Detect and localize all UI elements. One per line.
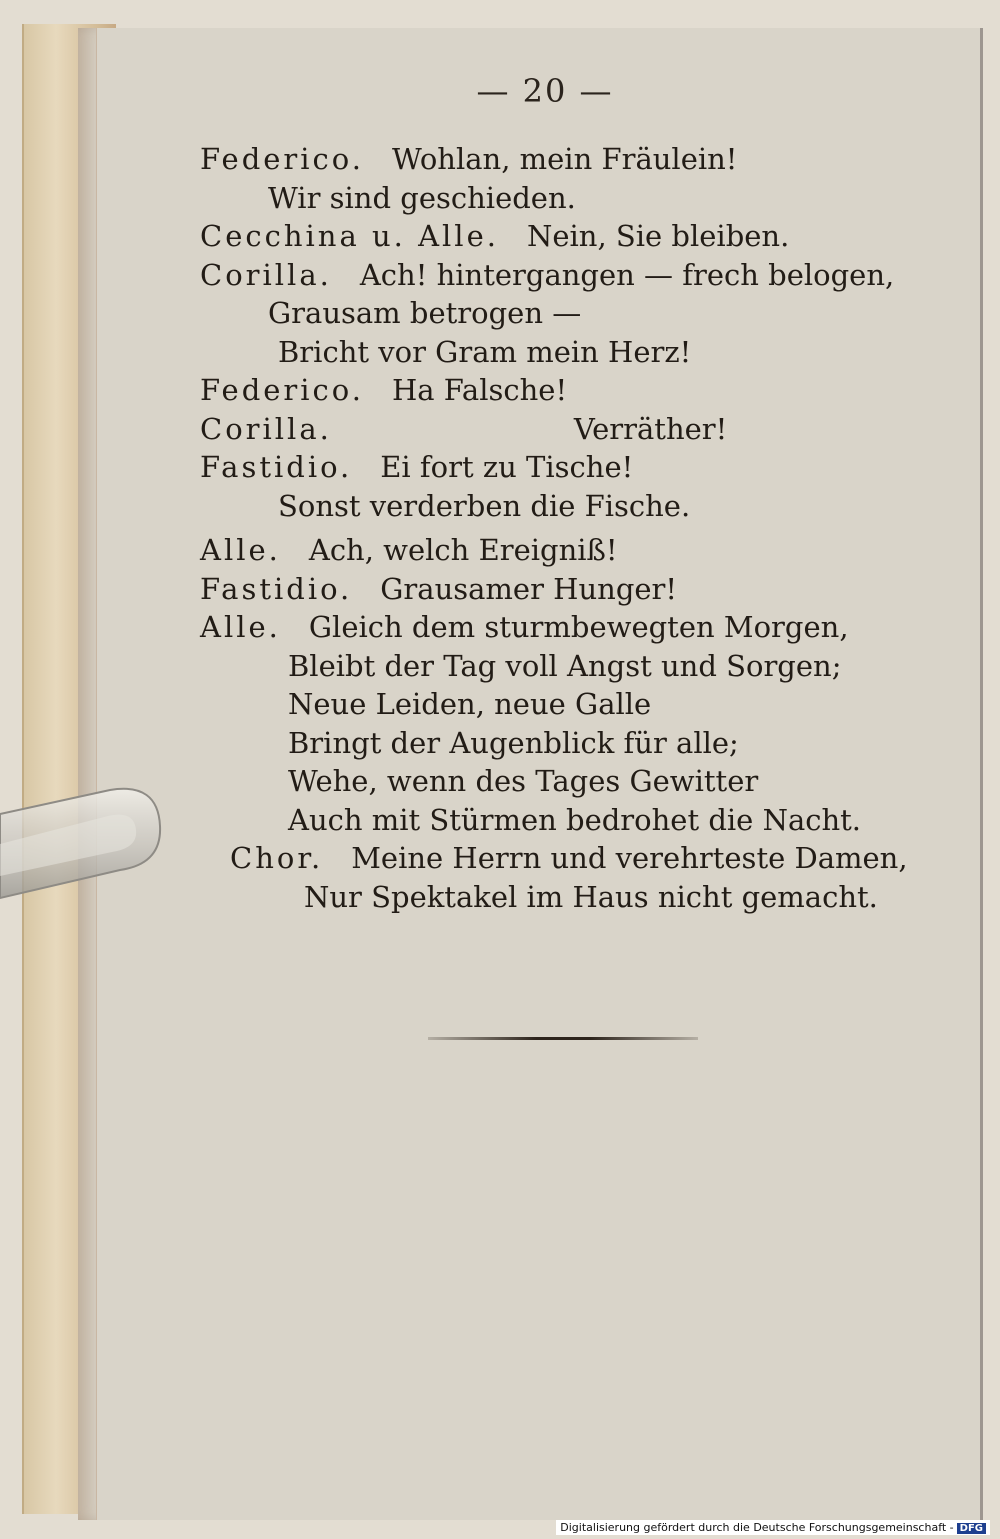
text-line <box>200 647 880 686</box>
line-text: Grausamer Hunger! <box>380 571 678 606</box>
line-text: Neue Leiden, neue Galle <box>288 687 652 721</box>
digitization-credit <box>556 1520 990 1535</box>
line-text: Wohlan, mein Fräulein! <box>391 142 738 176</box>
line-text: Meine Herrn und verehrteste Damen, <box>351 841 908 875</box>
text-line <box>200 570 880 609</box>
text-line <box>200 140 880 179</box>
line-text: Wehe, wenn des Tages Gewitter <box>288 764 759 798</box>
text-line <box>200 410 880 449</box>
text-line <box>200 294 880 333</box>
page-holder-clip-icon <box>0 786 162 904</box>
text-line <box>200 608 880 647</box>
text-line <box>200 487 880 526</box>
speaker-name: Federico. <box>200 373 364 407</box>
text-line <box>200 179 880 218</box>
line-text: Nein, Sie bleiben. <box>526 219 790 253</box>
speaker-name: Fastidio. <box>200 450 353 484</box>
text-line <box>200 724 880 763</box>
line-text: Ei fort zu Tische! <box>380 450 634 484</box>
page-number: — 20 — <box>476 72 614 110</box>
text-line <box>200 256 895 295</box>
line-text: Nur Spektakel im Haus nicht gemacht. <box>304 879 878 914</box>
dfg-logo: DFG <box>957 1523 986 1534</box>
text-line <box>200 839 908 878</box>
line-text: Sonst verderben die Fische. <box>278 488 691 523</box>
text-line <box>200 217 880 256</box>
libretto-text <box>200 140 908 916</box>
speaker-name: Cecchina u. Alle. <box>200 219 499 253</box>
speaker-name: Corilla. <box>200 411 332 446</box>
text-line <box>200 878 880 917</box>
line-text: Verräther! <box>573 411 728 446</box>
text-line <box>200 685 880 724</box>
line-text: Ach, welch Ereigniß! <box>308 533 618 567</box>
text-line <box>200 762 880 801</box>
separator-rule <box>428 1037 698 1040</box>
line-text: Gleich dem sturmbewegten Morgen, <box>308 610 849 644</box>
line-text: Auch mit Stürmen bedrohet die Nacht. <box>288 802 862 837</box>
speaker-name: Corilla. <box>200 257 332 292</box>
text-line <box>200 371 880 410</box>
speaker-name: Fastidio. <box>200 571 353 606</box>
speaker-name: Chor. <box>230 841 324 875</box>
credit-text: Digitalisierung gefördert durch die Deutsche Forschungsgemeinschaft - <box>560 1521 954 1534</box>
line-text: Bricht vor Gram mein Herz! <box>278 334 692 369</box>
text-line <box>200 531 880 570</box>
speaker-name: Federico. <box>200 142 364 176</box>
line-text: Bringt der Augenblick für alle; <box>288 725 739 760</box>
line-text: Ha Falsche! <box>391 373 568 407</box>
speaker-name: Alle. <box>200 533 281 567</box>
speaker-name: Alle. <box>200 610 281 644</box>
text-line <box>200 333 880 372</box>
line-text: Ach! hintergangen — frech belogen, <box>359 257 895 292</box>
line-text: Bleibt der Tag voll Angst und Sorgen; <box>288 648 842 683</box>
line-text: Grausam betrogen — <box>268 296 582 330</box>
line-text: Wir sind geschieden. <box>268 180 576 215</box>
text-line <box>200 448 880 487</box>
text-line <box>200 801 880 840</box>
